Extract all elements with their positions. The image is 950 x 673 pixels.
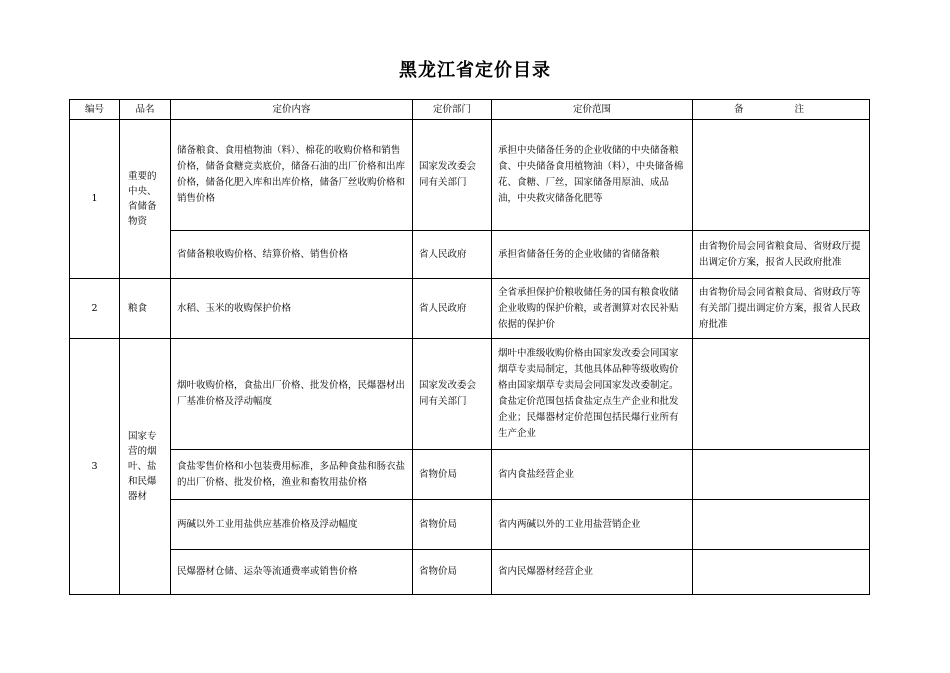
pricing-remarks: 由省物价局会同省粮食局、省财政厅提出调定价方案，报省人民政府批准 [693, 231, 870, 279]
pricing-content: 省储备粮收购价格、结算价格、销售价格 [171, 231, 413, 279]
table-header-row [70, 100, 870, 120]
pricing-remarks [693, 339, 870, 450]
table-row [70, 120, 870, 231]
pricing-scope: 省内两碱以外的工业用盐营销企业 [492, 500, 693, 550]
pricing-department: 国家发改委会同有关部门 [413, 339, 492, 450]
pricing-scope: 全省承担保护价粮收储任务的国有粮食收储企业收购的保护价粮，或者测算对农民补贴依据的保护价 [492, 279, 693, 339]
pricing-content: 水稻、玉米的收购保护价格 [171, 279, 413, 339]
pricing-remarks: 由省物价局会同省粮食局、省财政厅等有关部门提出调定价方案，报省人民政府批准 [693, 279, 870, 339]
table-row [70, 279, 870, 339]
product-name: 粮食 [120, 279, 171, 339]
pricing-remarks [693, 120, 870, 231]
pricing-scope: 承担中央储备任务的企业收储的中央储备粮食、中央储备食用植物油（料），中央储备棉花、食糖、厂丝，国家储备用原油、成品油，中央救灾储备化肥等 [492, 120, 693, 231]
table-row [70, 450, 870, 500]
pricing-department: 省物价局 [413, 450, 492, 500]
header-scope: 定价范围 [492, 100, 693, 120]
pricing-content: 储备粮食、食用植物油（料）、棉花的收购价格和销售价格，储备食糖竞卖底价，储备石油的出厂价格和出库价格，储备化肥入库和出库价格，储备厂丝收购价格和销售价格 [171, 120, 413, 231]
pricing-content: 烟叶收购价格，食盐出厂价格、批发价格，民爆器材出厂基准价格及浮动幅度 [171, 339, 413, 450]
pricing-department: 省物价局 [413, 550, 492, 595]
pricing-content: 民爆器材仓储、运杂等流通费率或销售价格 [171, 550, 413, 595]
pricing-remarks [693, 450, 870, 500]
pricing-content: 食盐零售价格和小包装费用标准，多品种食盐和肠衣盐的出厂价格、批发价格，渔业和畜牧用盐价格 [171, 450, 413, 500]
table-row [70, 231, 870, 279]
product-name: 重要的中央、省储备物资 [120, 120, 171, 279]
header-remarks: 备 注 [693, 100, 870, 120]
row-number: 3 [70, 339, 120, 595]
header-name: 品名 [120, 100, 171, 120]
header-department: 定价部门 [413, 100, 492, 120]
pricing-remarks [693, 550, 870, 595]
page-title: 黑龙江省定价目录 [399, 60, 551, 81]
table-row [70, 339, 870, 450]
pricing-table [69, 99, 870, 595]
pricing-scope: 承担省储备任务的企业收储的省储备粮 [492, 231, 693, 279]
pricing-scope: 省内食盐经营企业 [492, 450, 693, 500]
table-row [70, 500, 870, 550]
row-number: 2 [70, 279, 120, 339]
pricing-content: 两碱以外工业用盐供应基准价格及浮动幅度 [171, 500, 413, 550]
header-content: 定价内容 [171, 100, 413, 120]
header-no: 编号 [70, 100, 120, 120]
pricing-department: 国家发改委会同有关部门 [413, 120, 492, 231]
pricing-remarks [693, 500, 870, 550]
table-row [70, 550, 870, 595]
pricing-scope: 烟叶中准级收购价格由国家发改委会同国家烟草专卖局制定，其他具体品种等级收购价格由国家烟草专卖局会同国家发改委制定。食盐定价范围包括食盐定点生产企业和批发企业；民爆器材定价范围包括民爆行业所有生产企业 [492, 339, 693, 450]
row-number: 1 [70, 120, 120, 279]
pricing-scope: 省内民爆器材经营企业 [492, 550, 693, 595]
pricing-department: 省物价局 [413, 500, 492, 550]
pricing-department: 省人民政府 [413, 279, 492, 339]
product-name: 国家专营的烟叶、盐和民爆器材 [120, 339, 171, 595]
pricing-department: 省人民政府 [413, 231, 492, 279]
